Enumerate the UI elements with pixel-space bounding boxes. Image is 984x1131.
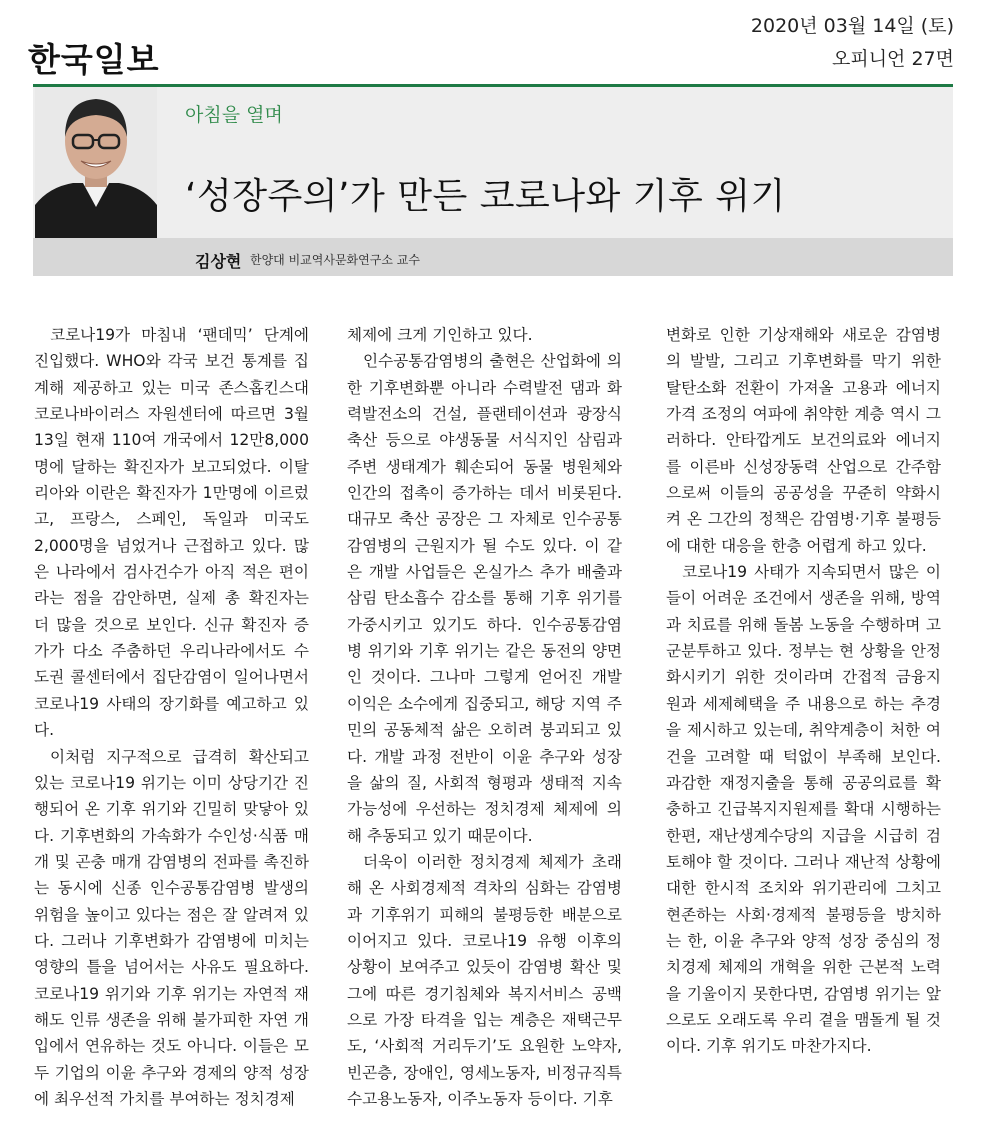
article-column-3 [666,322,941,1060]
article-paragraph: 더욱이 이러한 정치경제 체제가 초래해 온 사회경제적 격차의 심화는 감염병과 기후위기 피해의 불평등한 배분으로 이어지고 있다. 코로나19 유행 이후의 상황이 보여주고 있듯이 감염병 확산 및 그에 따른 경기침체와 복지서비스 공백으로 가장 타격을 입는 계층은 재택근무도, ‘사회적 거리두기’도 요원한 노약자, 빈곤층, 장애인, 영세노동자, 비정규직특수고용노동자, 이주노동자 등이다. 기후 [347,852,622,1108]
article-paragraph: 이처럼 지구적으로 급격히 확산되고 있는 코로나19 위기는 이미 상당기간 진행되어 온 기후 위기와 긴밀히 맞닿아 있다. 기후변화의 가속화가 수인성·식품 매개 및 곤충 매개 감염병의 전파를 촉진하는 동시에 신종 인수공통감염병 발생의 위험을 높이고 있다는 점은 잘 알려져 있다. 그러나 기후변화가 감염병에 미치는 영향의 틀을 넘어서는 사유도 필요하다. 코로나19 위기와 기후 위기는 자연적 재해도 인류 생존을 위해 불가피한 자연 개입에서 연유하는 것도 아니다. 이들은 모두 기업의 이윤 추구와 경제의 양적 성장에 최우선적 가치를 부여하는 정치경제 [34,747,309,1108]
author-portrait-icon [35,87,157,238]
article-paragraph: 코로나19가 마침내 ‘팬데믹’ 단계에 진입했다. WHO와 각국 보건 통계를 집계해 제공하고 있는 미국 존스홉킨스대 코로나바이러스 자원센터에 따르면 3월 13일 현재 110여 개국에서 12만8,000명에 달하는 확진자가 보고되었다. 이탈리아와 이란은 확진자가 1만명에 이르렀고, 프랑스, 스페인, 독일과 미국도 2,000명을 넘었거나 근접하고 있다. 많은 나라에서 검사건수가 아직 적은 편이라는 점을 감안하면, 실제 총 확진자는 더 많을 것으로 보인다. 신규 확진자 증가가 다소 주춤하던 우리나라에서도 수도권 콜센터에서 집단감염이 일어나면서 코로나19 사태의 장기화를 예고하고 있다. [34,326,309,740]
author-affiliation: 한양대 비교역사문화연구소 교수 [250,253,420,267]
article-column-2 [347,322,622,1112]
article-column-1 [34,322,309,1112]
article-paragraph: 코로나19 사태가 지속되면서 많은 이들이 어려운 조건에서 생존을 위해, 방역과 치료를 위해 돌봄 노동을 수행하며 고군분투하고 있다. 정부는 현 상황을 안정화시키기 위한 것이라며 간접적 금융지원과 세제혜택을 주 내용으로 하는 추경을 제시하고 있는데, 취약계층이 처한 여건을 고려할 때 턱없이 부족해 보인다. 과감한 재정지출을 통해 공공의료를 확충하고 긴급복지지원제를 확대 시행하는 한편, 재난생계수당의 지급을 시급히 검토해야 할 것이다. 그러나 재난적 상황에 대한 한시적 조치와 위기관리에 그치고 현존하는 사회·경제적 불평등을 방치하는 한, 이윤 추구와 양적 성장 중심의 정치경제 체제의 개혁을 위한 근본적 노력을 기울이지 못한다면, 감염병 위기는 앞으로도 오래도록 우리 곁을 맴돌게 될 것이다. 기후 위기도 마찬가지다. [666,563,941,1056]
article-paragraph: 체제에 크게 기인하고 있다. [347,326,533,344]
article-paragraph: 인수공통감염병의 출현은 산업화에 의한 기후변화뿐 아니라 수력발전 댐과 화력발전소의 건설, 플랜테이션과 광장식 축산 등으로 야생동물 서식지인 삼림과 주변 생태계가 훼손되어 동물 병원체와 인간의 접촉이 증가하는 데서 비롯된다. 대규모 축산 공장은 그 자체로 인수공통감염병의 근원지가 될 수도 있다. 이 같은 개발 사업들은 온실가스 추가 배출과 삼림 탄소흡수 감소를 통해 기후 위기를 가중시키고 있기도 하다. 인수공통감염병 위기와 기후 위기는 같은 동전의 양면인 것이다. 그나마 그렇게 얻어진 개발 이익은 소수에게 집중되고, 해당 지역 주민의 공동체적 삶은 오히려 붕괴되고 있다. 개발 과정 전반이 이윤 추구와 성장을 삶의 질, 사회적 형평과 생태적 지속가능성에 우선하는 정치경제 체제에 의해 추동되고 있기 때문이다. [347,352,622,845]
article-paragraph: 변화로 인한 기상재해와 새로운 감염병의 발발, 그리고 기후변화를 막기 위한 탈탄소화 전환이 가져올 고용과 에너지 가격 조정의 여파에 취약한 계층 역시 그러하다. 안타깝게도 보건의료와 에너지를 이른바 신성장동력 산업으로 간주함으로써 이들의 공공성을 꾸준히 약화시켜 온 그간의 정책은 감염병·기후 불평등에 대한 대응을 한층 어렵게 하고 있다. [666,326,941,555]
column-name: 아침을 열며 [185,104,283,126]
headline: ‘성장주의’가 만든 코로나와 기후 위기 [185,176,786,217]
newspaper-masthead: 한국일보 [28,40,160,79]
author-name: 김상현 [195,252,242,271]
publication-date: 2020년 03월 14일 (토) [750,15,954,37]
byline-bar [33,238,953,276]
author-photo [35,87,157,238]
section-page: 오피니언 27면 [832,48,954,70]
